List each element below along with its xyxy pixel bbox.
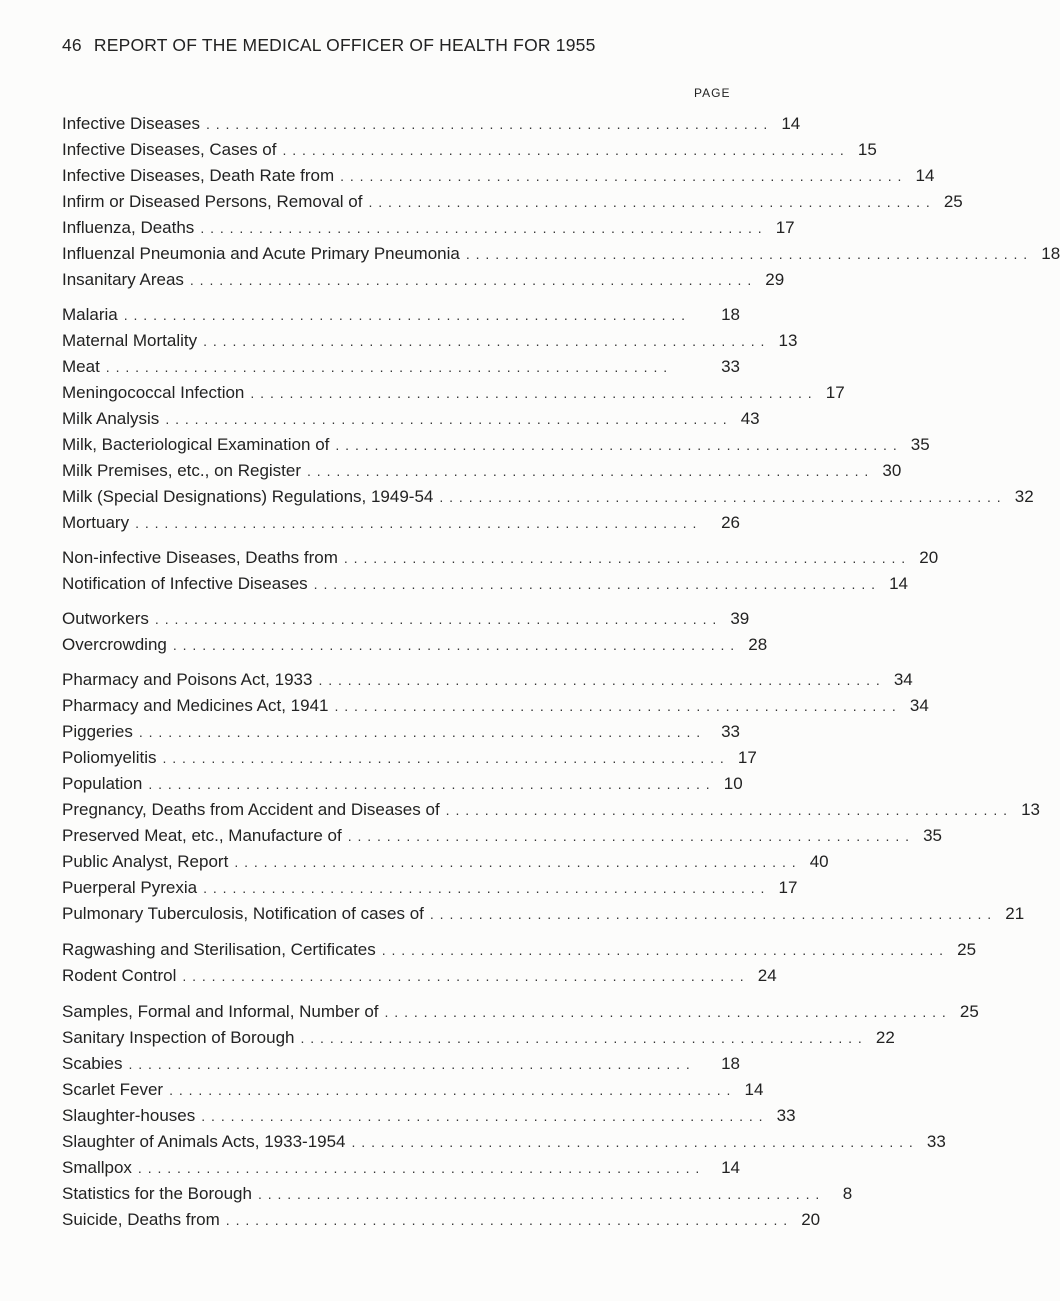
dot-leader: . . . . . . . . . . . . . . . . . . . . . . . . . . . . . . . . . . . . . . . . . . . . . . . . . . . . . . . . . . bbox=[343, 550, 907, 566]
entry-page-number: 43 bbox=[740, 409, 760, 428]
entry-page-number: 21 bbox=[1005, 904, 1025, 923]
dot-leader: . . . . . . . . . . . . . . . . . . . . . . . . . . . . . . . . . . . . . . . . . . . . . . . . . . . . . . . . . . bbox=[384, 1004, 947, 1020]
entry-label: Outworkers bbox=[62, 609, 149, 628]
dot-leader: . . . . . . . . . . . . . . . . . . . . . . . . . . . . . . . . . . . . . . . . . . . . . . . . . . . . . . . . . . bbox=[300, 1030, 863, 1046]
entry-label: Piggeries bbox=[62, 722, 133, 741]
index-entry bbox=[62, 1080, 764, 1104]
index-entry bbox=[62, 435, 930, 459]
dot-leader: . . . . . . . . . . . . . . . . . . . . . . . . . . . . . . . . . . . . . . . . . . . . . . . . . . . . . . . . . . bbox=[128, 1056, 691, 1072]
entry-label: Influenzal Pneumonia and Acute Primary Pneumonia bbox=[62, 244, 460, 263]
dot-leader: . . . . . . . . . . . . . . . . . . . . . . . . . . . . . . . . . . . . . . . . . . . . . . . . . . . . . . . . . . bbox=[135, 515, 698, 531]
entry-page-number: 34 bbox=[909, 696, 929, 715]
entry-label: Rodent Control bbox=[62, 966, 177, 985]
index-entry bbox=[62, 409, 760, 433]
index-entry bbox=[62, 774, 743, 798]
entry-label: Infective Diseases, Death Rate from bbox=[62, 166, 335, 185]
dot-leader: . . . . . . . . . . . . . . . . . . . . . . . . . . . . . . . . . . . . . . . . . . . . . . . . . . . . . . . . . . bbox=[205, 116, 769, 132]
entry-page-number: 22 bbox=[875, 1028, 895, 1047]
entry-label: Poliomyelitis bbox=[62, 748, 157, 767]
entry-page-number: 33 bbox=[776, 1106, 796, 1125]
entry-label: Preserved Meat, etc., Manufacture of bbox=[62, 826, 342, 845]
entry-page-number: 8 bbox=[842, 1184, 853, 1203]
dot-leader: . . . . . . . . . . . . . . . . . . . . . . . . . . . . . . . . . . . . . . . . . . . . . . . . . . . . . . . . . . bbox=[465, 246, 1029, 262]
index-entry bbox=[62, 487, 1034, 511]
index-entry bbox=[62, 1106, 796, 1130]
index-entry bbox=[62, 513, 740, 537]
page-number: 46 bbox=[62, 35, 82, 55]
entry-page-number: 14 bbox=[889, 574, 908, 593]
entry-page-number: 20 bbox=[919, 548, 939, 567]
entry-page-number: 17 bbox=[825, 383, 845, 402]
index-entry bbox=[62, 748, 757, 772]
entry-label: Milk (Special Designations) Regulations, 1949-54 bbox=[62, 487, 434, 506]
index-entry bbox=[62, 852, 829, 876]
entry-label: Scabies bbox=[62, 1054, 123, 1073]
entry-label: Mortuary bbox=[62, 513, 130, 532]
dot-leader: . . . . . . . . . . . . . . . . . . . . . . . . . . . . . . . . . . . . . . . . . . . . . . . . . . . . . . . . . . bbox=[307, 463, 870, 479]
dot-leader: . . . . . . . . . . . . . . . . . . . . . . . . . . . . . . . . . . . . . . . . . . . . . . . . . . . . . . . . . . bbox=[203, 333, 766, 349]
dot-leader: . . . . . . . . . . . . . . . . . . . . . . . . . . . . . . . . . . . . . . . . . . . . . . . . . . . . . . . . . . bbox=[429, 906, 993, 922]
index-entry bbox=[62, 800, 1040, 824]
entry-label: Influenza, Deaths bbox=[62, 218, 195, 237]
index-entry bbox=[62, 270, 785, 294]
entry-page-number: 17 bbox=[778, 878, 798, 897]
entry-page-number: 25 bbox=[957, 940, 977, 959]
dot-leader: . . . . . . . . . . . . . . . . . . . . . . . . . . . . . . . . . . . . . . . . . . . . . . . . . . . . . . . . . . bbox=[347, 828, 910, 844]
entry-page-number: 14 bbox=[721, 1158, 740, 1177]
dot-leader: . . . . . . . . . . . . . . . . . . . . . . . . . . . . . . . . . . . . . . . . . . . . . . . . . . . . . . . . . . bbox=[318, 672, 881, 688]
entry-label: Notification of Infective Diseases bbox=[62, 574, 308, 593]
entry-page-number: 33 bbox=[926, 1132, 946, 1151]
entry-label: Smallpox bbox=[62, 1158, 132, 1177]
index-entry bbox=[62, 218, 795, 242]
index-entry bbox=[62, 940, 977, 964]
entry-label: Pulmonary Tuberculosis, Notification of cases of bbox=[62, 904, 424, 923]
entry-label: Population bbox=[62, 774, 143, 793]
dot-leader: . . . . . . . . . . . . . . . . . . . . . . . . . . . . . . . . . . . . . . . . . . . . . . . . . . . . . . . . . . bbox=[257, 1186, 821, 1202]
entry-label: Milk Premises, etc., on Register bbox=[62, 461, 302, 480]
entry-page-number: 40 bbox=[809, 852, 829, 871]
index-entry bbox=[62, 166, 935, 190]
index-entry bbox=[62, 461, 902, 485]
dot-leader: . . . . . . . . . . . . . . . . . . . . . . . . . . . . . . . . . . . . . . . . . . . . . . . . . . . . . . . . . . bbox=[162, 750, 725, 766]
index-entry bbox=[62, 1002, 979, 1026]
entry-label: Infirm or Diseased Persons, Removal of bbox=[62, 192, 363, 211]
entry-label: Statistics for the Borough bbox=[62, 1184, 252, 1203]
index-entry bbox=[62, 383, 845, 407]
entry-page-number: 30 bbox=[882, 461, 902, 480]
entry-page-number: 17 bbox=[775, 218, 795, 237]
index-entry bbox=[62, 1210, 821, 1234]
entry-page-number: 28 bbox=[748, 635, 768, 654]
entry-page-number: 14 bbox=[744, 1080, 764, 1099]
index-entry bbox=[62, 1028, 895, 1052]
entry-label: Samples, Formal and Informal, Number of bbox=[62, 1002, 379, 1021]
entry-label: Insanitary Areas bbox=[62, 270, 184, 289]
index-entry bbox=[62, 826, 942, 850]
entry-page-number: 32 bbox=[1014, 487, 1034, 506]
entry-page-number: 35 bbox=[910, 435, 930, 454]
dot-leader: . . . . . . . . . . . . . . . . . . . . . . . . . . . . . . . . . . . . . . . . . . . . . . . . . . . . . . . . . . bbox=[225, 1212, 789, 1228]
dot-leader: . . . . . . . . . . . . . . . . . . . . . . . . . . . . . . . . . . . . . . . . . . . . . . . . . . . . . . . . . . bbox=[137, 1160, 701, 1176]
entry-page-number: 26 bbox=[721, 513, 740, 532]
dot-leader: . . . . . . . . . . . . . . . . . . . . . . . . . . . . . . . . . . . . . . . . . . . . . . . . . . . . . . . . . . bbox=[169, 1082, 732, 1098]
entry-label: Milk Analysis bbox=[62, 409, 160, 428]
entry-label: Infective Diseases bbox=[62, 114, 200, 133]
entry-label: Malaria bbox=[62, 305, 118, 324]
entry-page-number: 20 bbox=[801, 1210, 821, 1229]
entry-page-number: 13 bbox=[778, 331, 798, 350]
dot-leader: . . . . . . . . . . . . . . . . . . . . . . . . . . . . . . . . . . . . . . . . . . . . . . . . . . . . . . . . . . bbox=[351, 1134, 914, 1150]
index-entry bbox=[62, 357, 740, 381]
dot-leader: . . . . . . . . . . . . . . . . . . . . . . . . . . . . . . . . . . . . . . . . . . . . . . . . . . . . . . . . . . bbox=[381, 942, 945, 958]
dot-leader: . . . . . . . . . . . . . . . . . . . . . . . . . . . . . . . . . . . . . . . . . . . . . . . . . . . . . . . . . . bbox=[282, 142, 845, 158]
entry-page-number: 18 bbox=[721, 1054, 740, 1073]
dot-leader: . . . . . . . . . . . . . . . . . . . . . . . . . . . . . . . . . . . . . . . . . . . . . . . . . . . . . . . . . . bbox=[368, 194, 931, 210]
index-entry bbox=[62, 1132, 946, 1156]
entry-page-number: 39 bbox=[730, 609, 750, 628]
index-entry bbox=[62, 878, 798, 902]
entry-label: Puerperal Pyrexia bbox=[62, 878, 198, 897]
index-entry bbox=[62, 1184, 853, 1208]
dot-leader: . . . . . . . . . . . . . . . . . . . . . . . . . . . . . . . . . . . . . . . . . . . . . . . . . . . . . . . . . . bbox=[445, 802, 1008, 818]
running-head bbox=[62, 35, 596, 56]
dot-leader: . . . . . . . . . . . . . . . . . . . . . . . . . . . . . . . . . . . . . . . . . . . . . . . . . . . . . . . . . . bbox=[189, 272, 753, 288]
index-entry bbox=[62, 114, 801, 138]
entry-label: Infective Diseases, Cases of bbox=[62, 140, 277, 159]
dot-leader: . . . . . . . . . . . . . . . . . . . . . . . . . . . . . . . . . . . . . . . . . . . . . . . . . . . . . . . . . . bbox=[201, 1108, 764, 1124]
dot-leader: . . . . . . . . . . . . . . . . . . . . . . . . . . . . . . . . . . . . . . . . . . . . . . . . . . . . . . . . . . bbox=[182, 968, 745, 984]
index-entry bbox=[62, 331, 798, 355]
entry-label: Overcrowding bbox=[62, 635, 167, 654]
index-entry bbox=[62, 635, 768, 659]
index-entry bbox=[62, 1054, 740, 1078]
dot-leader: . . . . . . . . . . . . . . . . . . . . . . . . . . . . . . . . . . . . . . . . . . . . . . . . . . . . . . . . . . bbox=[105, 359, 669, 375]
entry-page-number: 15 bbox=[857, 140, 877, 159]
index-entry bbox=[62, 904, 1025, 928]
entry-page-number: 18 bbox=[1041, 244, 1060, 263]
index-entry bbox=[62, 140, 877, 164]
entry-page-number: 10 bbox=[723, 774, 743, 793]
index-entry bbox=[62, 548, 939, 572]
entry-label: Sanitary Inspection of Borough bbox=[62, 1028, 295, 1047]
entry-label: Maternal Mortality bbox=[62, 331, 198, 350]
dot-leader: . . . . . . . . . . . . . . . . . . . . . . . . . . . . . . . . . . . . . . . . . . . . . . . . . . . . . . . . . . bbox=[313, 576, 876, 592]
dot-leader: . . . . . . . . . . . . . . . . . . . . . . . . . . . . . . . . . . . . . . . . . . . . . . . . . . . . . . . . . . bbox=[334, 698, 897, 714]
index-entry bbox=[62, 1158, 740, 1182]
entry-label: Scarlet Fever bbox=[62, 1080, 164, 1099]
entry-label: Pregnancy, Deaths from Accident and Diseases of bbox=[62, 800, 440, 819]
entry-page-number: 25 bbox=[943, 192, 963, 211]
entry-page-number: 33 bbox=[721, 357, 740, 376]
entry-label: Non-infective Diseases, Deaths from bbox=[62, 548, 338, 567]
entry-page-number: 14 bbox=[915, 166, 935, 185]
entry-label: Slaughter of Animals Acts, 1933-1954 bbox=[62, 1132, 346, 1151]
entry-label: Slaughter-houses bbox=[62, 1106, 196, 1125]
entry-page-number: 14 bbox=[781, 114, 801, 133]
dot-leader: . . . . . . . . . . . . . . . . . . . . . . . . . . . . . . . . . . . . . . . . . . . . . . . . . . . . . . . . . . bbox=[340, 168, 903, 184]
dot-leader: . . . . . . . . . . . . . . . . . . . . . . . . . . . . . . . . . . . . . . . . . . . . . . . . . . . . . . . . . . bbox=[250, 385, 813, 401]
index-entry bbox=[62, 670, 913, 694]
dot-leader: . . . . . . . . . . . . . . . . . . . . . . . . . . . . . . . . . . . . . . . . . . . . . . . . . . . . . . . . . . bbox=[234, 854, 797, 870]
entry-label: Meningococcal Infection bbox=[62, 383, 245, 402]
entry-page-number: 33 bbox=[721, 722, 740, 741]
entry-label: Public Analyst, Report bbox=[62, 852, 229, 871]
dot-leader: . . . . . . . . . . . . . . . . . . . . . . . . . . . . . . . . . . . . . . . . . . . . . . . . . . . . . . . . . . bbox=[148, 776, 711, 792]
entry-page-number: 35 bbox=[923, 826, 942, 845]
entry-page-number: 34 bbox=[893, 670, 913, 689]
dot-leader: . . . . . . . . . . . . . . . . . . . . . . . . . . . . . . . . . . . . . . . . . . . . . . . . . . . . . . . . . . bbox=[138, 724, 702, 740]
index-entry bbox=[62, 192, 963, 216]
dot-leader: . . . . . . . . . . . . . . . . . . . . . . . . . . . . . . . . . . . . . . . . . . . . . . . . . . . . . . . . . . bbox=[154, 611, 718, 627]
entry-label: Suicide, Deaths from bbox=[62, 1210, 220, 1229]
dot-leader: . . . . . . . . . . . . . . . . . . . . . . . . . . . . . . . . . . . . . . . . . . . . . . . . . . . . . . . . . . bbox=[439, 489, 1002, 505]
dot-leader: . . . . . . . . . . . . . . . . . . . . . . . . . . . . . . . . . . . . . . . . . . . . . . . . . . . . . . . . . . bbox=[203, 880, 766, 896]
entry-page-number: 13 bbox=[1021, 800, 1040, 819]
entry-label: Milk, Bacteriological Examination of bbox=[62, 435, 330, 454]
index-entry bbox=[62, 244, 1060, 268]
index-entry bbox=[62, 696, 929, 720]
dot-leader: . . . . . . . . . . . . . . . . . . . . . . . . . . . . . . . . . . . . . . . . . . . . . . . . . . . . . . . . . . bbox=[165, 411, 728, 427]
page-column-label: PAGE bbox=[694, 86, 731, 100]
dot-leader: . . . . . . . . . . . . . . . . . . . . . . . . . . . . . . . . . . . . . . . . . . . . . . . . . . . . . . . . . . bbox=[200, 220, 763, 236]
index-entry bbox=[62, 966, 777, 990]
index-entry bbox=[62, 722, 740, 746]
index-entry bbox=[62, 609, 750, 633]
entry-label: Ragwashing and Sterilisation, Certificates bbox=[62, 940, 376, 959]
entry-label: Meat bbox=[62, 357, 100, 376]
entry-label: Pharmacy and Medicines Act, 1941 bbox=[62, 696, 329, 715]
entry-label: Pharmacy and Poisons Act, 1933 bbox=[62, 670, 313, 689]
entry-page-number: 17 bbox=[737, 748, 757, 767]
report-title: REPORT OF THE MEDICAL OFFICER OF HEALTH FOR 1955 bbox=[93, 35, 596, 55]
dot-leader: . . . . . . . . . . . . . . . . . . . . . . . . . . . . . . . . . . . . . . . . . . . . . . . . . . . . . . . . . . bbox=[172, 637, 736, 653]
dot-leader: . . . . . . . . . . . . . . . . . . . . . . . . . . . . . . . . . . . . . . . . . . . . . . . . . . . . . . . . . . bbox=[123, 307, 687, 323]
entry-page-number: 29 bbox=[765, 270, 785, 289]
dot-leader: . . . . . . . . . . . . . . . . . . . . . . . . . . . . . . . . . . . . . . . . . . . . . . . . . . . . . . . . . . bbox=[335, 437, 898, 453]
entry-page-number: 25 bbox=[959, 1002, 979, 1021]
index-entry bbox=[62, 305, 740, 329]
index-entry bbox=[62, 574, 908, 598]
entry-page-number: 24 bbox=[757, 966, 777, 985]
entry-page-number: 18 bbox=[721, 305, 740, 324]
